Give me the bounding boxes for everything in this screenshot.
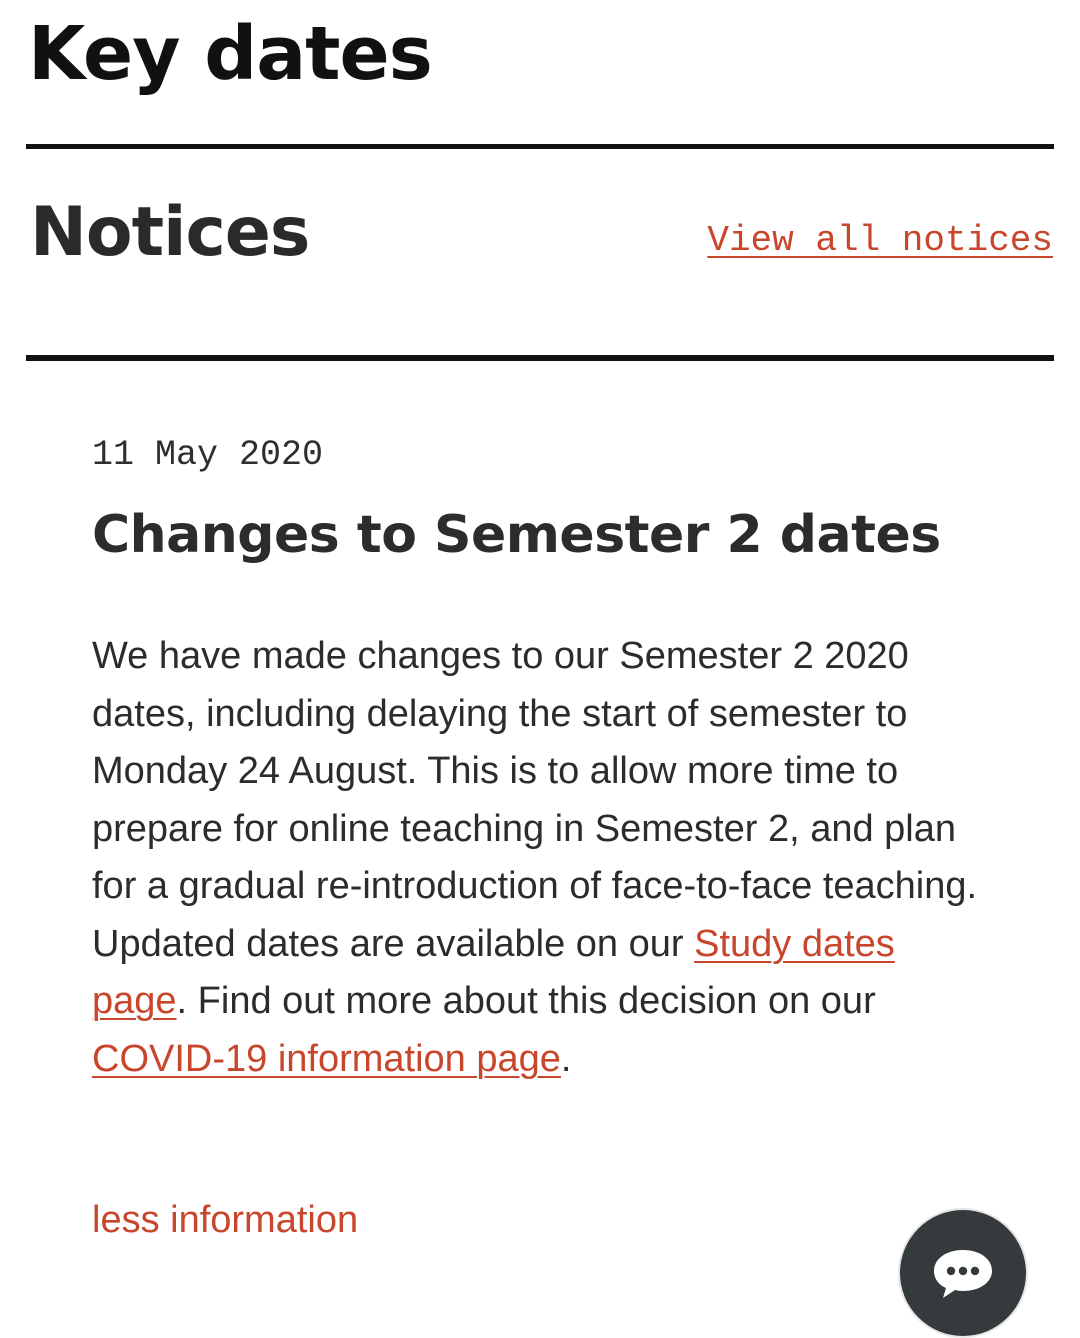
notice-title: Changes to Semester 2 dates xyxy=(92,505,941,565)
notice-body-text: . Find out more about this decision on our xyxy=(176,980,876,1022)
divider xyxy=(26,355,1054,361)
chat-bubble-icon xyxy=(931,1248,995,1300)
notice-body xyxy=(92,628,992,1088)
chat-button[interactable] xyxy=(900,1210,1026,1336)
notice-body-text: . xyxy=(560,1037,572,1080)
divider xyxy=(26,144,1054,149)
notices-heading: Notices xyxy=(30,193,310,272)
less-information-link[interactable]: less information xyxy=(92,1199,359,1241)
key-dates-heading: Key dates xyxy=(28,11,432,97)
covid-19-information-page-link[interactable]: COVID-19 information page xyxy=(92,1037,561,1080)
notice-body-text: We have made changes to our Semester 2 2020 dates, including delaying the start of semester to Monday 24 August. This is to allow more time to prepare for online teaching in Semester 2, and plan for a gradual re-introduction of face-to-face teaching. Updated dates are available on our xyxy=(92,635,978,965)
notice-item xyxy=(92,430,992,1088)
study-dates-page-link[interactable]: Study dates page xyxy=(92,922,895,1022)
notice-date: 11 May 2020 xyxy=(92,435,324,475)
view-all-notices-link[interactable]: View all notices xyxy=(707,220,1053,261)
